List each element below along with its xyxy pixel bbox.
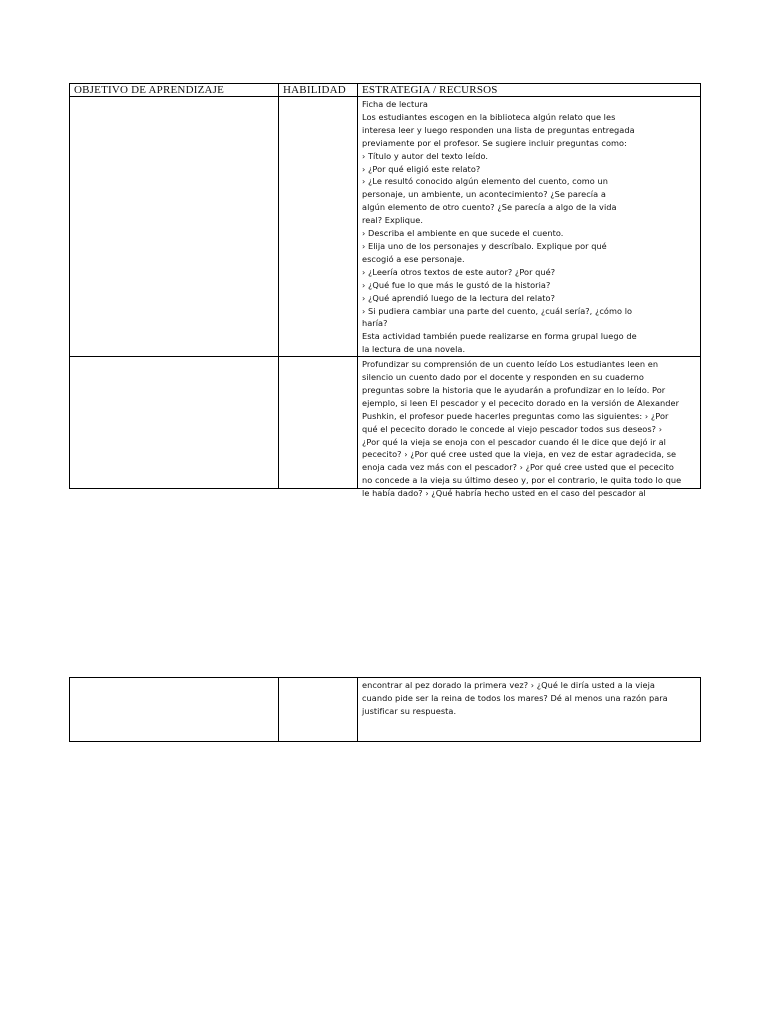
estrategia-text <box>362 678 700 718</box>
text-line: › Título y autor del texto leído. <box>362 150 489 161</box>
text-line: previamente por el profesor. Se sugiere incluir preguntas como: <box>362 137 627 148</box>
text-line: › Describa el ambiente en que sucede el cuento. <box>362 228 564 239</box>
text-line: ¿Por qué la vieja se enoja con el pescador cuando él le dice que dejó ir al <box>362 436 666 447</box>
text-line: enoja cada vez más con el pescador? › ¿Por qué cree usted que el pececito <box>362 462 674 473</box>
text-line: algún elemento de otro cuento? ¿Se parecía a algo de la vida <box>362 202 617 213</box>
text-line: ejemplo, si leen El pescador y el pececito dorado en la versión de Alexander <box>362 397 680 408</box>
header-objetivo: OBJETIVO DE APRENDIZAJE <box>70 84 279 97</box>
text-line: Ficha de lectura <box>362 99 428 109</box>
learning-plan-table-continued <box>69 677 701 742</box>
text-line: Profundizar su comprensión de un cuento leído Los estudiantes leen en <box>362 359 659 370</box>
text-line: real? Explique. <box>362 215 424 226</box>
text-line: › ¿Le resultó conocido algún elemento del cuento, como un <box>362 176 608 187</box>
text-line: › ¿Leería otros textos de este autor? ¿Por qué? <box>362 266 556 277</box>
text-line: silencio un cuento dado por el docente y responden en su cuaderno <box>362 372 644 383</box>
estrategia-text <box>362 357 700 499</box>
table-row <box>70 97 701 357</box>
text-line: escogió a ese personaje. <box>362 253 465 264</box>
text-line: › ¿Qué aprendió luego de la lectura del relato? <box>362 292 555 303</box>
text-line: justificar su respuesta. <box>362 705 457 716</box>
text-line: Pushkin, el profesor puede hacerles preguntas como las siguientes: › ¿Por <box>362 410 669 421</box>
text-line: › ¿Qué fue lo que más le gustó de la historia? <box>362 279 551 290</box>
estrategia-cell <box>358 357 701 499</box>
estrategia-cell <box>358 678 701 742</box>
header-row <box>70 84 701 97</box>
text-line: preguntas sobre la historia que le ayudarán a profundizar en lo leído. Por <box>362 384 666 395</box>
text-line: Esta actividad también puede realizarse en forma grupal luego de <box>362 331 637 342</box>
objetivo-cell <box>70 357 279 489</box>
table-row <box>70 357 701 489</box>
text-line: › ¿Por qué eligió este relato? <box>362 163 481 174</box>
text-line: haría? <box>362 318 388 329</box>
habilidad-cell <box>279 97 358 357</box>
objetivo-cell <box>70 97 279 357</box>
estrategia-cell <box>358 97 701 357</box>
text-line: encontrar al pez dorado la primera vez? › ¿Qué le diría usted a la vieja <box>362 680 655 690</box>
text-line: personaje, un ambiente, un acontecimiento? ¿Se parecía a <box>362 189 606 200</box>
text-line: la lectura de una novela. <box>362 344 466 355</box>
header-estrategia: ESTRATEGIA / RECURSOS <box>358 84 701 97</box>
table-row <box>70 678 701 742</box>
text-line: le había dado? › ¿Qué habría hecho usted en el caso del pescador al <box>362 488 646 499</box>
header-habilidad: HABILIDAD <box>279 84 358 97</box>
text-line: pececito? › ¿Por qué cree usted que la vieja, en vez de estar agradecida, se <box>362 449 677 460</box>
text-line: cuando pide ser la reina de todos los mares? Dé al menos una razón para <box>362 692 668 703</box>
text-line: qué el pececito dorado le concede al viejo pescador todos sus deseos? › <box>362 423 663 434</box>
text-line: interesa leer y luego responden una lista de preguntas entregada <box>362 124 635 135</box>
text-line: › Si pudiera cambiar una parte del cuento, ¿cuál sería?, ¿cómo lo <box>362 305 633 316</box>
habilidad-cell <box>279 357 358 489</box>
text-line: › Elija uno de los personajes y descríbalo. Explique por qué <box>362 240 607 251</box>
habilidad-cell <box>279 678 358 742</box>
estrategia-text <box>362 97 700 356</box>
learning-plan-table <box>69 83 701 499</box>
text-line: Los estudiantes escogen en la biblioteca algún relato que les <box>362 111 616 122</box>
objetivo-cell <box>70 678 279 742</box>
text-line: no concede a la vieja su último deseo y, por el contrario, le quita todo lo que <box>362 475 682 486</box>
